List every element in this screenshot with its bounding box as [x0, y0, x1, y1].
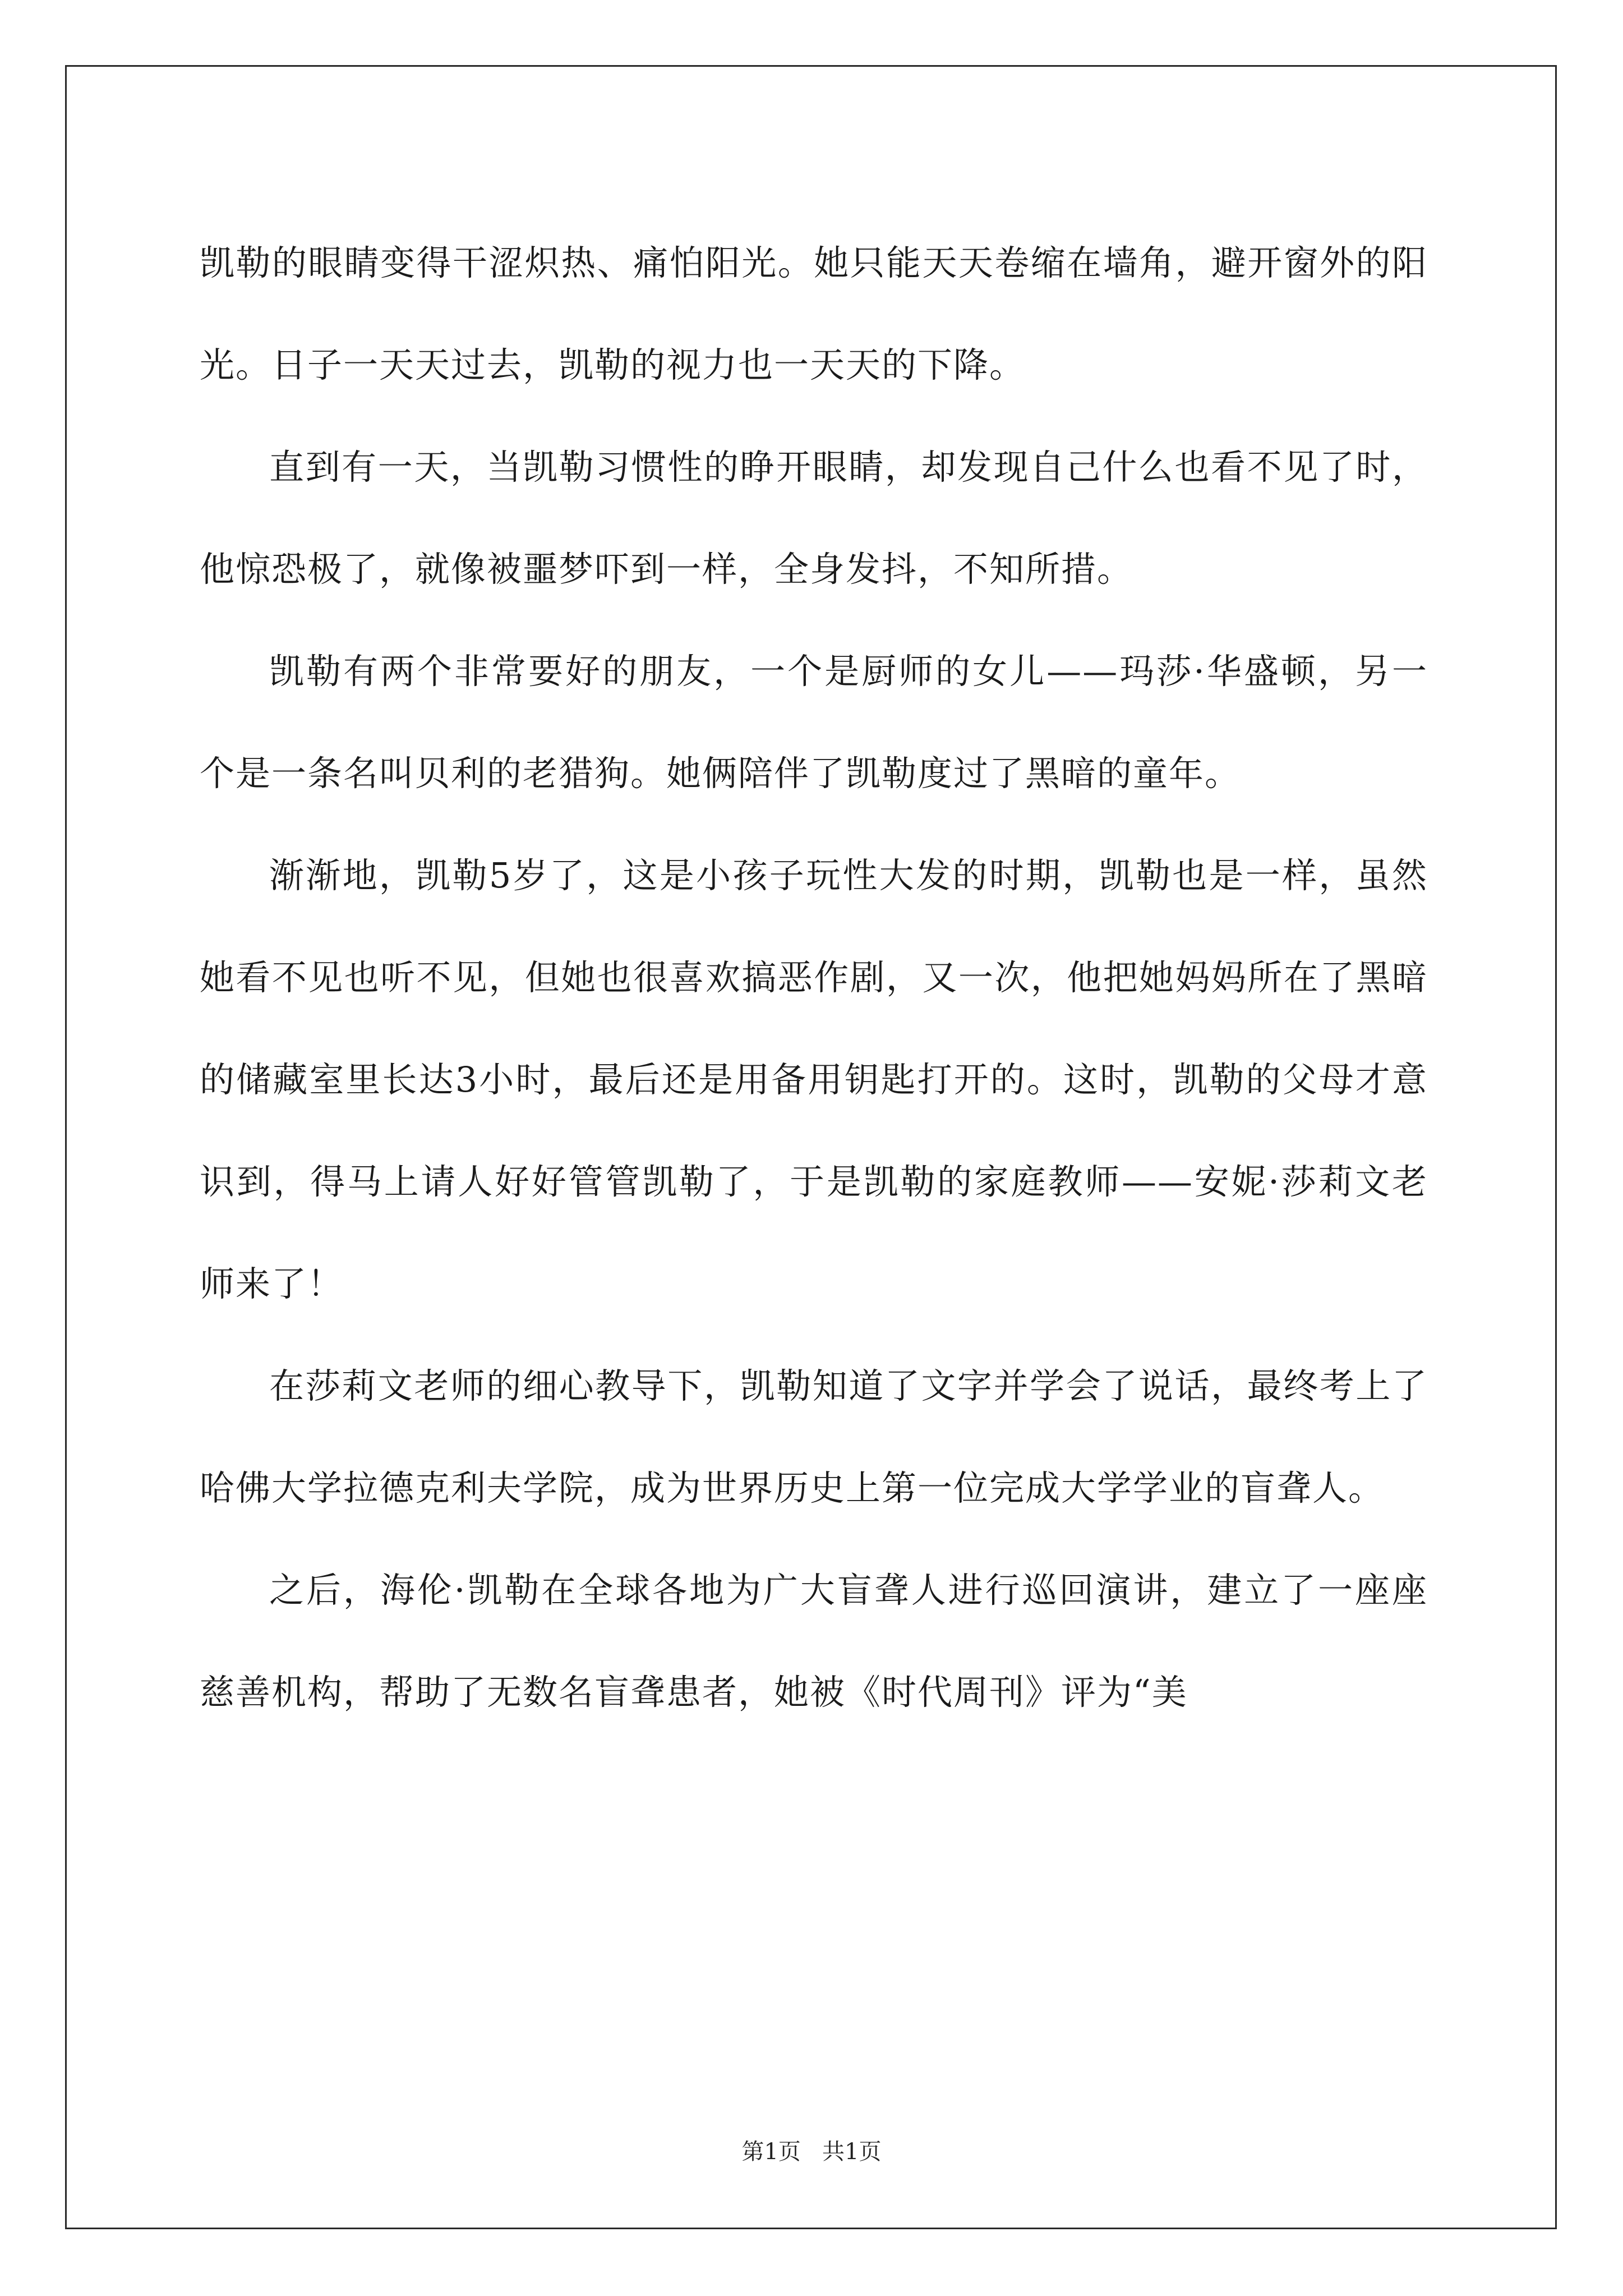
paragraph-3: 凯勒有两个非常要好的朋友，一个是厨师的女儿——玛莎·华盛顿，另一个是一条名叫贝利的老猎狗。她俩陪伴了凯勒度过了黑暗的童年。 [200, 651, 1428, 794]
paragraph-5: 在莎莉文老师的细心教导下，凯勒知道了文字并学会了说话，最终考上了哈佛大学拉德克利夫学院，成为世界历史上第一位完成大学学业的盲聋人。 [200, 1365, 1428, 1508]
paragraph-6: 之后，海伦·凯勒在全球各地为广大盲聋人进行巡回演讲，建立了一座座慈善机构，帮助了无数名盲聋患者，她被《时代周刊》评为“美 [200, 1570, 1428, 1713]
page-number-footer: 第1页 共1页 [741, 2139, 882, 2165]
document-body [200, 212, 1428, 1743]
paragraph-1: 凯勒的眼睛变得干涩炽热、痛怕阳光。她只能天天卷缩在墙角，避开窗外的阳光。日子一天天过去，凯勒的视力也一天天的下降。 [200, 242, 1428, 385]
paragraph-2: 直到有一天，当凯勒习惯性的睁开眼睛，却发现自己什么也看不见了时，他惊恐极了，就像被噩梦吓到一样，全身发抖，不知所措。 [200, 447, 1428, 590]
paragraph-4: 渐渐地，凯勒5岁了，这是小孩子玩性大发的时期，凯勒也是一样，虽然她看不见也听不见，但她也很喜欢搞恶作剧，又一次，他把她妈妈所在了黑暗的储藏室里长达3小时，最后还是用备用钥匙打开的。这时，凯勒的父母才意识到，得马上请人好好管管凯勒了，于是凯勒的家庭教师——安妮·莎莉文老师来了！ [200, 855, 1428, 1304]
